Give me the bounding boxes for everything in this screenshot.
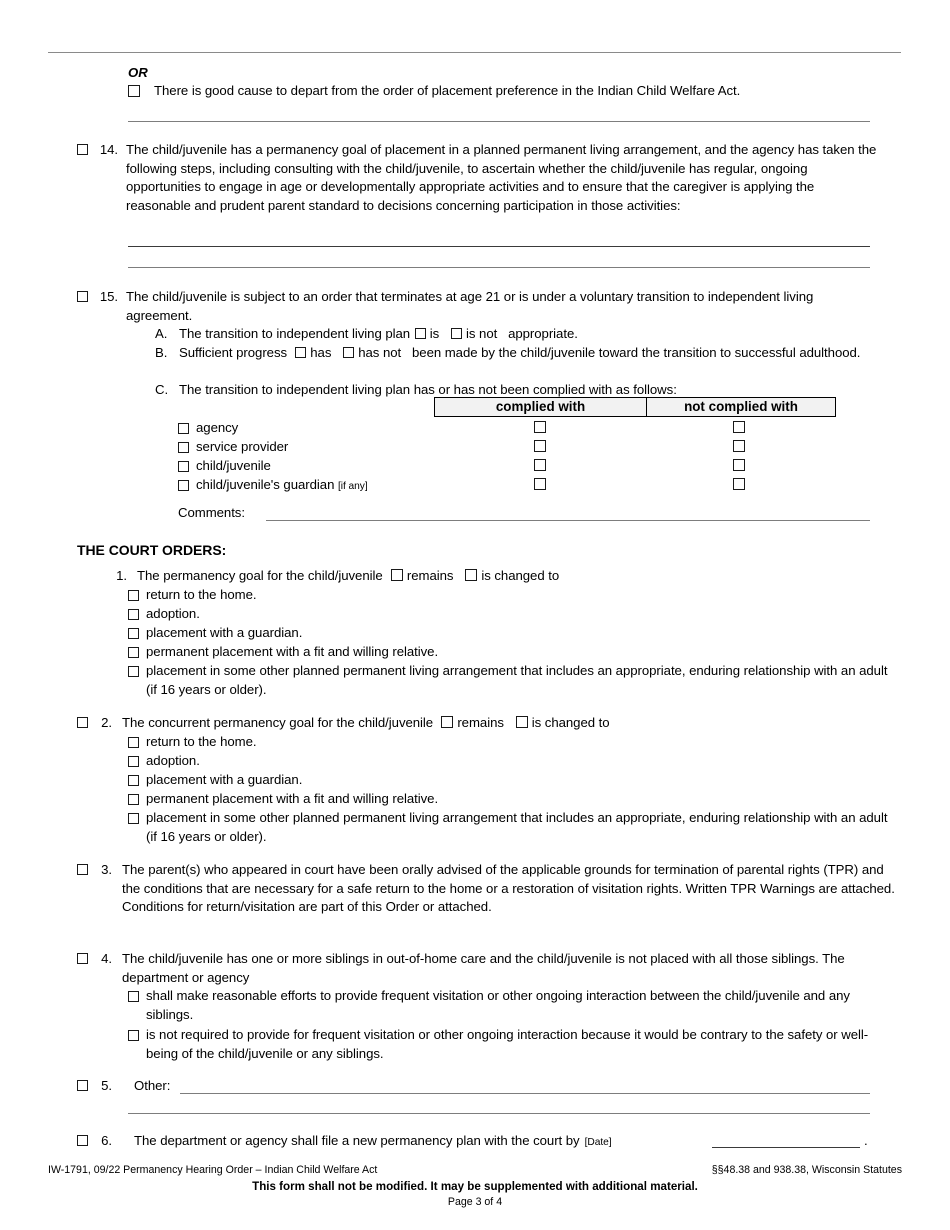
order-2-goal-options — [128, 733, 888, 846]
order-2-relative-label: permanent placement with a fit and willing relative. — [146, 791, 439, 806]
comments-fill-line[interactable] — [266, 520, 870, 521]
item-15-sub-b-post: been made by the child/juvenile toward the transition to successful adulthood. — [412, 345, 861, 360]
order-3-text: The parent(s) who appeared in court have been orally advised of the applicable grounds for termination of parental rights (TPR) and the conditions that are necessary for a safe return to the home or a restoration of visitation rights. Written TPR Warnings are attached. Conditions for return/visitation are part of this Order or attached. — [122, 862, 895, 915]
item-15-sub-a-letter: A. — [155, 326, 168, 341]
guardian-checkbox[interactable] — [178, 480, 189, 491]
order-1-changed-label: is changed to — [481, 568, 560, 583]
order-1-option-guardian[interactable] — [128, 624, 888, 643]
order-6-header — [77, 1132, 612, 1153]
service-provider-not-complied-checkbox[interactable] — [733, 440, 745, 452]
order-6-date-hint: [Date] — [584, 1137, 612, 1148]
order-2-option-guardian[interactable] — [128, 771, 888, 790]
order-2-other-planned-label: placement in some other planned permanent living arrangement that includes an appropriate, enduring relationship with an adult (if 16 years or older). — [146, 810, 888, 844]
order-4-option-shall-make-efforts[interactable] — [128, 987, 890, 1024]
order-1-return-home-label: return to the home. — [146, 587, 257, 602]
order-1-remains-label: remains — [406, 568, 454, 583]
compliance-row-child-juvenile[interactable] — [178, 457, 428, 476]
order-1-other-planned-checkbox[interactable] — [128, 666, 139, 677]
order-2-return-home-label: return to the home. — [146, 734, 257, 749]
or-label: OR — [128, 65, 148, 80]
order-1-option-return-home[interactable] — [128, 586, 888, 605]
child-juvenile-checkbox[interactable] — [178, 461, 189, 472]
item-15-sub-a-post: appropriate. — [508, 326, 578, 341]
order-3 — [77, 861, 897, 917]
agency-not-complied-checkbox[interactable] — [733, 421, 745, 433]
order-1-adoption-checkbox[interactable] — [128, 609, 139, 620]
item-15-checkbox[interactable] — [77, 291, 88, 302]
order-5-fill-line-2[interactable] — [128, 1113, 870, 1114]
order-2-number: 2. — [101, 715, 112, 730]
service-provider-complied-checkbox[interactable] — [534, 440, 546, 452]
child-juvenile-label: child/juvenile — [196, 458, 271, 473]
order-2-changed-option[interactable] — [504, 715, 610, 730]
order-5-number: 5. — [101, 1078, 112, 1093]
item-15-sub-c-letter: C. — [155, 382, 169, 397]
order-3-checkbox[interactable] — [77, 864, 88, 875]
order-5-header — [77, 1077, 170, 1096]
order-4-checkbox[interactable] — [77, 953, 88, 964]
order-4-not-required-checkbox[interactable] — [128, 1030, 139, 1041]
order-4-shall-make-efforts-label: shall make reasonable efforts to provide frequent visitation or other ongoing interaction between the child/juvenile and any siblings. — [146, 988, 850, 1022]
footer-notice: This form shall not be modified. It may be supplemented with additional material. — [252, 1180, 698, 1193]
order-1-relative-label: permanent placement with a fit and willing relative. — [146, 644, 439, 659]
order-2-other-planned-checkbox[interactable] — [128, 813, 139, 824]
child-juvenile-not-complied-checkbox[interactable] — [733, 459, 745, 471]
order-2-adoption-label: adoption. — [146, 753, 200, 768]
order-1-remains-option[interactable] — [383, 568, 454, 583]
order-2-guardian-label: placement with a guardian. — [146, 772, 303, 787]
order-1-adoption-label: adoption. — [146, 606, 200, 621]
order-2-remains-label: remains — [457, 715, 504, 730]
order-2-return-home-checkbox[interactable] — [128, 737, 139, 748]
compliance-row-agency[interactable] — [178, 419, 428, 438]
order-4-option-not-required[interactable] — [128, 1026, 890, 1063]
item-15-sub-b-has-checkbox[interactable] — [295, 347, 306, 358]
order-3-number: 3. — [101, 862, 112, 877]
item-15-sub-b-pre: Sufficient progress — [179, 345, 288, 360]
service-provider-checkbox[interactable] — [178, 442, 189, 453]
order-1-option-other-planned[interactable] — [128, 662, 888, 699]
order-5-fill-line-1[interactable] — [180, 1093, 870, 1094]
compliance-row-labels — [178, 419, 428, 495]
order-4 — [77, 950, 897, 987]
order-2-remains-checkbox[interactable] — [441, 716, 453, 728]
item-14-checkbox[interactable] — [77, 144, 88, 155]
item-15-sub-a-is-not-label: is not — [466, 326, 498, 341]
order-4-number: 4. — [101, 951, 112, 966]
order-6-text: The department or agency shall file a new permanency plan with the court by — [134, 1133, 580, 1148]
compliance-table — [434, 397, 836, 417]
order-2-changed-checkbox[interactable] — [516, 716, 528, 728]
order-2-option-return-home[interactable] — [128, 733, 888, 752]
order-2-adoption-checkbox[interactable] — [128, 756, 139, 767]
item-14-number: 14. — [99, 142, 118, 157]
order-6-period: . — [864, 1133, 868, 1148]
order-4-not-required-label: is not required to provide for frequent visitation or other ongoing interaction because it would be contrary to the safety or well-being of the child/juvenile or any siblings. — [146, 1027, 869, 1061]
guardian-complied-checkbox[interactable] — [534, 478, 546, 490]
agency-checkbox[interactable] — [178, 423, 189, 434]
item-14-fill-line-2[interactable] — [128, 267, 870, 268]
order-1-changed-checkbox[interactable] — [465, 569, 477, 581]
agency-label: agency — [196, 420, 239, 435]
order-2-changed-label: is changed to — [531, 715, 610, 730]
guardian-label-text: child/juvenile's guardian — [196, 477, 335, 492]
order-2-header — [77, 714, 897, 733]
compliance-row-service-provider[interactable] — [178, 438, 428, 457]
item-14-text: The child/juvenile has a permanency goal of placement in a planned permanent living arrangement, and the agency has taken the following steps, including consulting with the child/juvenile, to ascertain whether the child/juvenile has regular, ongoing opportunities to engage in age or developmentally appropriate activities and to ensure that the caregiver is applying the reasonable and prudent parent standard to decisions concerning participation in those activities: — [126, 142, 877, 213]
order-1-option-relative[interactable] — [128, 643, 888, 662]
order-6-checkbox[interactable] — [77, 1135, 88, 1146]
item-15-sub-b-option-has[interactable] — [287, 345, 331, 360]
order-5-checkbox[interactable] — [77, 1080, 88, 1091]
order-1-guardian-checkbox[interactable] — [128, 628, 139, 639]
item-15-sub-a-is-label: is — [429, 326, 440, 341]
footer-form-id: IW-1791, 09/22 Permanency Hearing Order – Indian Child Welfare Act — [48, 1164, 378, 1176]
footer-page-number: Page 3 of 4 — [447, 1196, 503, 1208]
order-1-remains-checkbox[interactable] — [391, 569, 403, 581]
item-15-sub-a-pre: The transition to independent living plan — [179, 326, 411, 341]
good-cause-row[interactable] — [128, 82, 918, 101]
item-15-sub-a-is-not-checkbox[interactable] — [451, 328, 462, 339]
order-1-relative-checkbox[interactable] — [128, 647, 139, 658]
order-1-changed-option[interactable] — [453, 568, 559, 583]
item-15-sub-b-has-not-label: has not — [358, 345, 402, 360]
order-1-return-home-checkbox[interactable] — [128, 590, 139, 601]
order-2-relative-checkbox[interactable] — [128, 794, 139, 805]
order-2-option-relative[interactable] — [128, 790, 888, 809]
order-2-remains-option[interactable] — [433, 715, 504, 730]
order-1-option-adoption[interactable] — [128, 605, 888, 624]
order-2-option-other-planned[interactable] — [128, 809, 888, 846]
item-15-sub-b-has-not-checkbox[interactable] — [343, 347, 354, 358]
order-1-guardian-label: placement with a guardian. — [146, 625, 303, 640]
compliance-table-header-row — [435, 398, 836, 417]
item-15-sub-b-letter: B. — [155, 345, 168, 360]
item-15-sub-b-has-label: has — [310, 345, 332, 360]
agency-complied-checkbox[interactable] — [534, 421, 546, 433]
good-cause-label: There is good cause to depart from the order of placement preference in the Indian Child Welfare Act. — [154, 83, 741, 98]
order-2-guardian-checkbox[interactable] — [128, 775, 139, 786]
item-15 — [77, 288, 877, 325]
compliance-col-not-complied: not complied with — [647, 398, 836, 417]
order-2-pre: The concurrent permanency goal for the child/juvenile — [122, 715, 434, 730]
item-15-number: 15. — [99, 289, 118, 304]
item-15-sub-b-option-has-not[interactable] — [331, 345, 401, 360]
item-15-sub-a — [155, 325, 885, 344]
order-1-other-planned-label: placement in some other planned permanent living arrangement that includes an appropriate, enduring relationship with an adult (if 16 years or older). — [146, 663, 888, 697]
court-orders-heading: THE COURT ORDERS: — [77, 542, 227, 558]
item-14-fill-line-1[interactable] — [128, 246, 870, 247]
item-14 — [77, 141, 877, 215]
compliance-row-guardian[interactable] — [178, 476, 428, 495]
order-2-option-adoption[interactable] — [128, 752, 888, 771]
order-2-checkbox[interactable] — [77, 717, 88, 728]
order-6-number: 6. — [101, 1133, 112, 1148]
order-1-header — [93, 567, 893, 586]
comments-label: Comments: — [178, 505, 245, 520]
order-4-shall-make-efforts-checkbox[interactable] — [128, 991, 139, 1002]
order-5-label: Other: — [134, 1078, 171, 1093]
guardian-label — [196, 476, 428, 497]
item-15-sub-a-is-checkbox[interactable] — [415, 328, 426, 339]
order-4-options — [128, 987, 890, 1063]
item-15-sub-a-option-is-not[interactable] — [439, 326, 497, 341]
item-15-sub-b — [155, 344, 885, 363]
guardian-if-any-note: [if any] — [337, 481, 368, 492]
child-juvenile-complied-checkbox[interactable] — [534, 459, 546, 471]
header-divider — [48, 52, 901, 53]
good-cause-checkbox[interactable] — [128, 85, 140, 97]
item-15-sub-a-option-is[interactable] — [410, 326, 439, 341]
service-provider-label: service provider — [196, 439, 289, 454]
order-4-text: The child/juvenile has one or more siblings in out-of-home care and the child/juvenile is not placed with all those siblings. The department or agency — [122, 951, 845, 985]
order-1-goal-options — [128, 586, 888, 699]
order-1-number: 1. — [116, 568, 127, 583]
good-cause-fill-line[interactable] — [128, 121, 870, 122]
order-6-date-fill-line[interactable] — [712, 1147, 860, 1148]
item-15-text: The child/juvenile is subject to an order that terminates at age 21 or is under a voluntary transition to independent living agreement. — [126, 289, 814, 323]
guardian-not-complied-checkbox[interactable] — [733, 478, 745, 490]
compliance-col-complied: complied with — [435, 398, 647, 417]
footer-statutes: §§48.38 and 938.38, Wisconsin Statutes — [711, 1164, 902, 1176]
item-15-sub-c-text: The transition to independent living plan has or has not been complied with as follows: — [179, 382, 677, 397]
order-1-pre: The permanency goal for the child/juvenile — [137, 568, 383, 583]
